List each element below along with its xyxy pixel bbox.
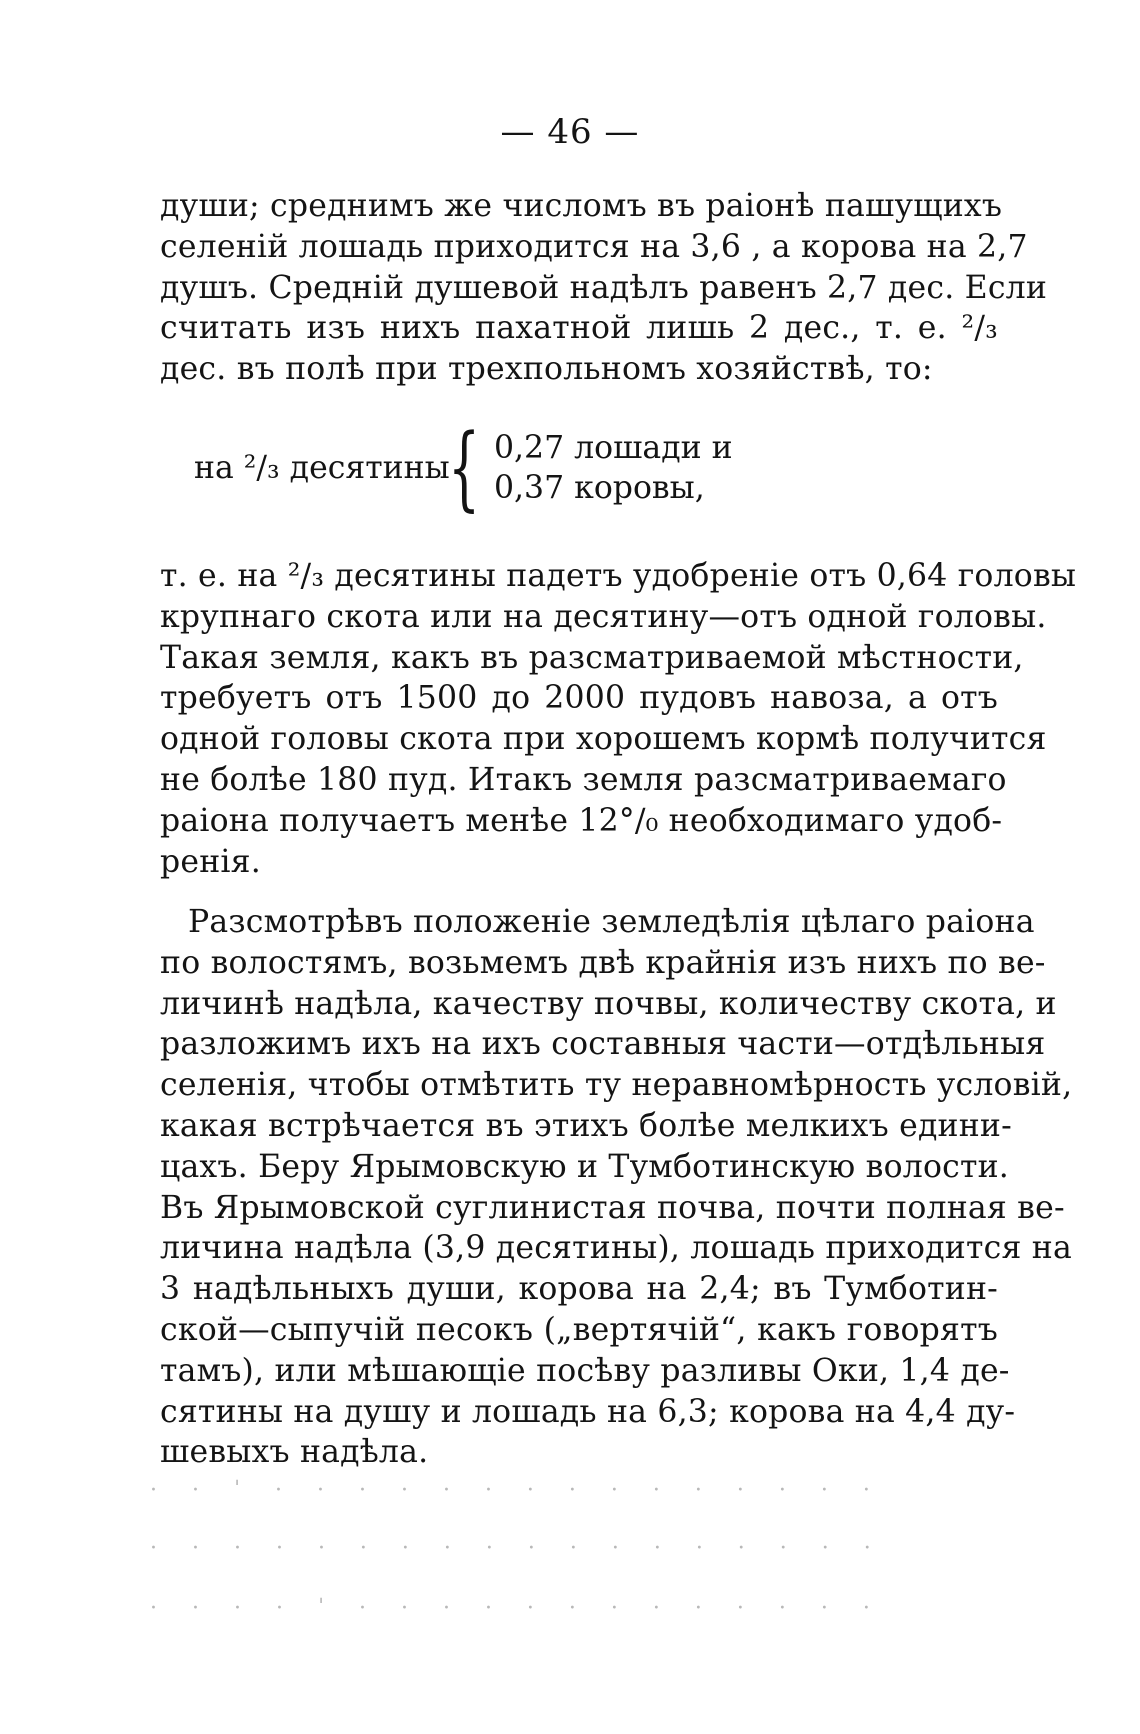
text-line: не болѣе 180 пуд. Итакъ земля разсматриваемаго	[160, 761, 1007, 798]
text-line: сятины на душу и лошадь на 6,3; корова на 4,4 ду-	[160, 1393, 1016, 1430]
bleed-through-noise: · · ˈ · · · · · · · · · · · · · · ·	[150, 1478, 884, 1503]
paragraph-3	[160, 902, 1073, 1473]
paragraph-1	[160, 186, 1048, 390]
text-line: по волостямъ, возьмемъ двѣ крайнія изъ нихъ по ве-	[160, 944, 1046, 981]
text-line: души; среднимъ же числомъ въ раіонѣ пашущихъ	[160, 188, 1003, 224]
formula-left-side: на ²/₃ десятины	[194, 450, 450, 486]
text-line: шевыхъ надѣла.	[160, 1434, 429, 1471]
text-line: ренія.	[160, 843, 261, 880]
paragraph-2	[160, 556, 1077, 882]
text-line: требуетъ отъ 1500 до 2000 пудовъ навоза, а отъ	[160, 680, 998, 717]
text-line: т. е. на ²/₃ десятины падетъ удобреніе отъ 0,64 головы	[160, 558, 1077, 594]
text-line: Разсмотрѣвъ положеніе земледѣлія цѣлаго раіона	[188, 904, 1035, 940]
text-line: одной головы скота при хорошемъ кормѣ получится	[160, 721, 1047, 758]
text-line: цахъ. Беру Ярымовскую и Тумботинскую волости.	[160, 1148, 1009, 1185]
ratio-formula	[194, 414, 794, 521]
bleed-through-noise: · · · · · · · · · · · · · · · · · ·	[150, 1536, 885, 1561]
text-line: тамъ), или мѣшающіе посѣву разливы Оки, 1,4 де-	[160, 1352, 1010, 1389]
text-line: ской—сыпучій песокъ („вертячій“, какъ говорятъ	[160, 1311, 998, 1348]
curly-brace-icon: {	[448, 414, 481, 521]
formula-line-cows: 0,37 коровы,	[494, 470, 705, 506]
text-line: разложимъ ихъ на ихъ составныя части—отдѣльныя	[160, 1026, 1046, 1063]
text-line: 3 надѣльныхъ души, корова на 2,4; въ Тумботин-	[160, 1271, 998, 1308]
text-line: селеній лошадь приходится на 3,6 , а корова на 2,7	[160, 228, 1028, 265]
text-line: считать изъ нихъ пахатной лишь 2 дес., т. е. ²/₃	[160, 310, 998, 347]
text-line: раіона получаетъ менѣе 12°/₀ необходимаго удоб-	[160, 802, 1003, 839]
text-line: личина надѣла (3,9 десятины), лошадь приходится на	[160, 1230, 1072, 1267]
text-line: Въ Ярымовской суглинистая почва, почти полная ве-	[160, 1189, 1065, 1226]
text-line: крупнаго скота или на десятину—отъ одной головы.	[160, 598, 1047, 635]
text-line: селенія, чтобы отмѣтить ту неравномѣрность условій,	[160, 1067, 1073, 1104]
text-line: душъ. Средній душевой надѣлъ равенъ 2,7 дес. Если	[160, 269, 1048, 306]
formula-line-horses: 0,27 лошади и	[494, 430, 733, 466]
bleed-through-noise: · · · · ˈ · · · · · · · · · · · · ·	[150, 1596, 884, 1621]
text-line: дес. въ полѣ при трехпольномъ хозяйствѣ, то:	[160, 351, 933, 388]
text-line: какая встрѣчается въ этихъ болѣе мелкихъ едини-	[160, 1107, 1012, 1144]
formula-right-side	[494, 428, 733, 508]
page-number: — 46 —	[500, 112, 640, 152]
text-line: личинѣ надѣла, качеству почвы, количеству скота, и	[160, 985, 1057, 1022]
text-line: Такая земля, какъ въ разсматриваемой мѣстности,	[160, 639, 1024, 676]
